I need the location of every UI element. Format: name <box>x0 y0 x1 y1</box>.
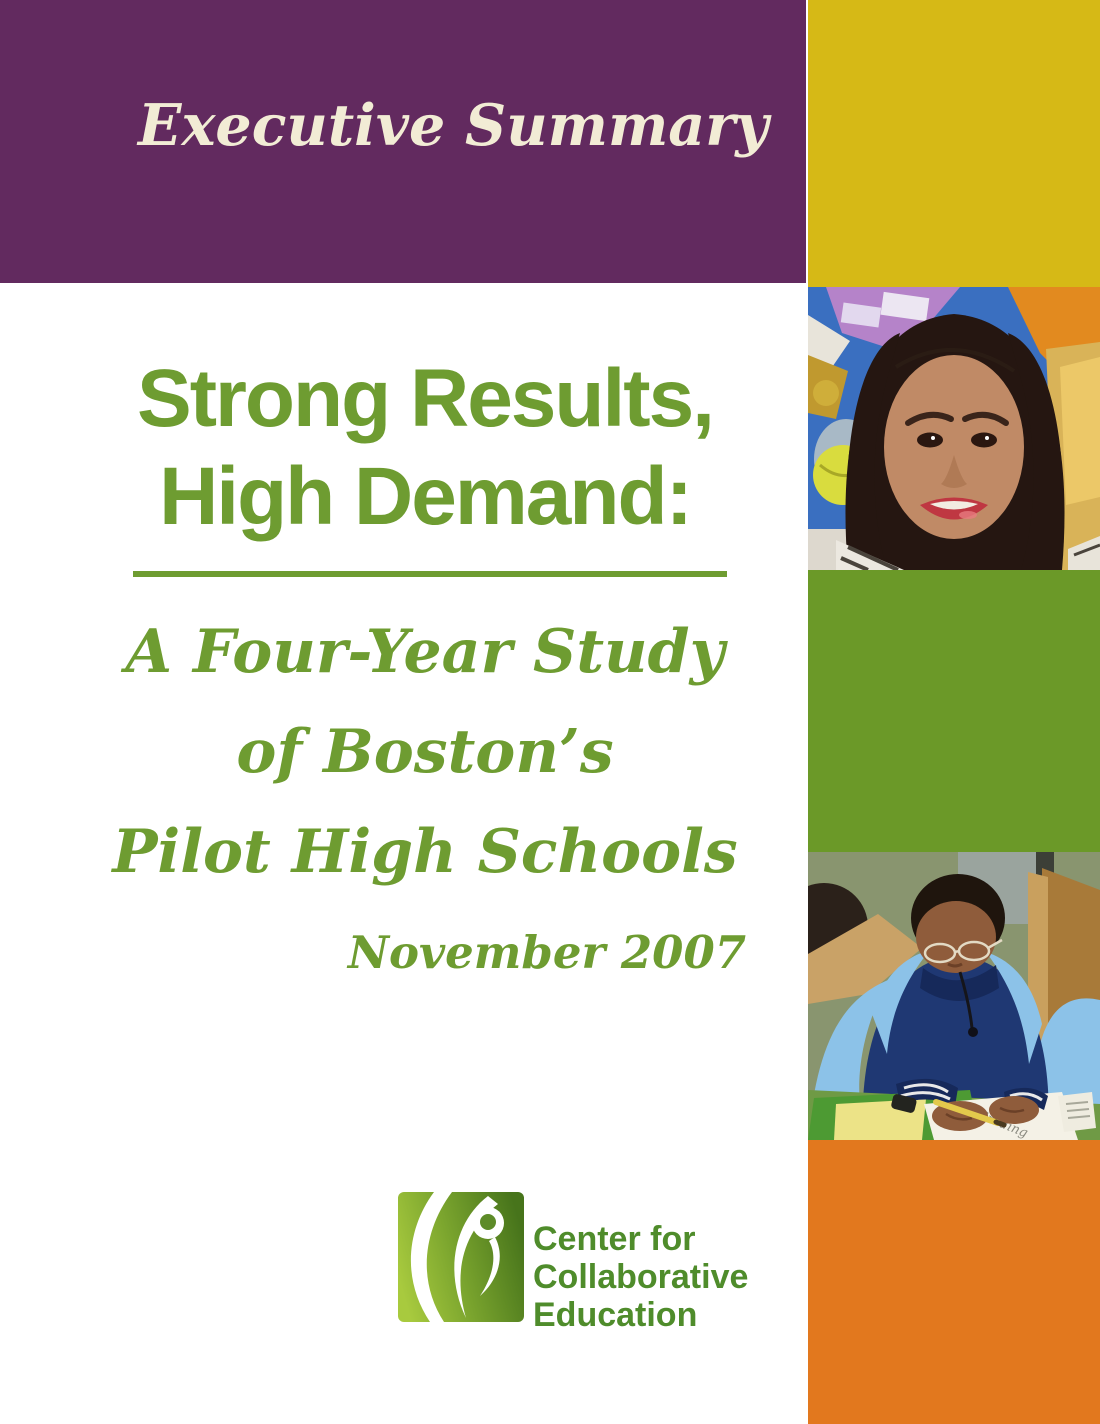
report-title-line1: Strong Results, <box>137 353 713 444</box>
title-underline-rule <box>133 571 727 577</box>
green-block <box>808 570 1100 852</box>
organization-name <box>533 1220 748 1334</box>
student-writing-photo <box>808 852 1100 1140</box>
right-column <box>808 0 1100 1424</box>
org-name-line1: Center for <box>533 1220 696 1258</box>
org-name-line2: Collaborative <box>533 1258 749 1296</box>
report-title-line2: High Demand: <box>159 451 691 542</box>
org-name-line3: Education <box>533 1296 698 1334</box>
report-subtitle-line3: Pilot High Schools <box>112 817 738 887</box>
eyebrow-title: Executive Summary <box>138 92 769 159</box>
student-portrait-photo <box>808 287 1100 570</box>
publication-date: November 2007 <box>347 926 747 979</box>
report-subtitle-line2: of Boston’s <box>236 717 614 787</box>
cce-logo-icon <box>398 1192 524 1322</box>
report-title <box>25 350 825 546</box>
header-band <box>0 0 806 283</box>
yellow-block <box>808 0 1100 287</box>
report-subtitle-line1: A Four-Year Study <box>125 617 725 687</box>
orange-block <box>808 1140 1100 1424</box>
report-subtitle <box>25 602 825 902</box>
